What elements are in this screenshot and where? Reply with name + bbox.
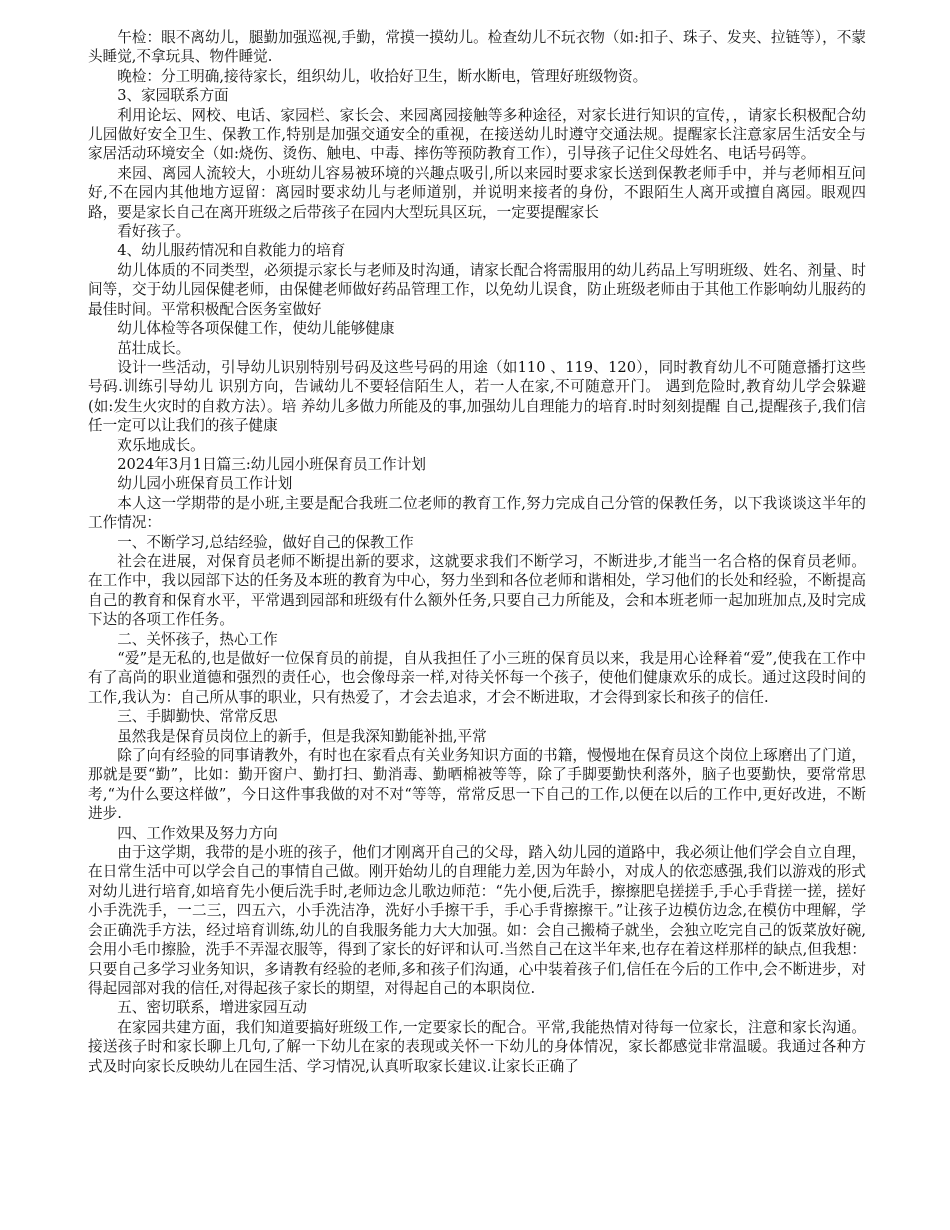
heading-diligence-reflection: 三、手脚勤快、常常反思: [117, 708, 278, 726]
paragraph-continuous-learning: 社会在进展，对保育员老师不断提出新的要求，这就要求我们不断学习，不断进步,才能当一名合格的保育员老师。在工作中，我以园部下达的任务及本班的教育为中心，努力坐到和各位老师和谐相处，学习他们的长处和经验，不断提高自己的教育和保育水平，平常遇到园部和班级有什么额外任务,只要自己力所能及，会和本班老师一起加班加点,及时完成下达的各项工作任务。: [88, 552, 866, 629]
heading-home-school-contact: 3、家园联系方面: [117, 87, 229, 105]
paragraph-grow-strong: 茁壮成长。: [117, 339, 191, 357]
heading-results-direction: 四、工作效果及努力方向: [117, 824, 278, 842]
paragraph-results-direction: 由于这学期，我带的是小班的孩子，他们才刚离开自己的父母，踏入幼儿园的道路中，我必须让他们学会自立自理，在日常生活中可以学会自己的事情自己做。刚开始幼儿的自理能力差,因为年龄小，对成人的依恋感强,我们以游戏的形式对幼儿进行培育,如培育先小便后洗手时,老师边念儿歌边师范：“先小便,后洗手，擦擦肥皂搓搓手,手心手背搓一搓，搓好小手洗洗手，一二三，四五六，小手洗洁净，洗好小手擦干手，手心手背擦擦干。”让孩子边模仿边念,在模仿中理解，学会正确洗手方法，经过培育训练,幼儿的自我服务能力大大加强。如：会自己搬椅子就坐，会独立吃完自己的饭菜放好碗,会用小毛巾擦脸，洗手不弄湿衣服等，得到了家长的好评和认可.当然自己在这半年来,也存在着这样那样的缺点,但我想：只要自己多学习业务知识，多请教有经验的老师,多和孩子们沟通，心中装着孩子们,信任在今后的工作中,会不断进步，对得起园部对我的信任,对得起孩子家长的期望，对得起自己的本职岗位.: [88, 844, 866, 997]
paragraph-home-school-interaction: 在家园共建方面，我们知道要搞好班级工作,一定要家长的配合。平常,我能热情对待每一位家长，注意和家长沟通。接送孩子时和家长聊上几句,了解一下幼儿在家的表现或关怀一下幼儿的身体情况，家长都感觉非常温暖。我通过各种方式及时向家长反映幼儿在园生活、学习情况,认真听取家长建议.让家长正确了: [88, 1018, 866, 1075]
paragraph-health-check: 幼儿体检等各项保健工作，使幼儿能够健康: [117, 320, 395, 338]
heading-home-school-interaction: 五、密切联系，增进家园互动: [117, 999, 307, 1017]
document-subtitle: 幼儿园小班保育员工作计划: [117, 475, 293, 493]
heading-continuous-learning: 一、不断学习,总结经验，做好自己的保教工作: [117, 533, 414, 551]
paragraph-emergency-numbers: 设计一些活动，引导幼儿识别特别号码及这些号码的用途（如110 、119、120），同时教育幼儿不可随意播打这些号码.训练引导幼儿 识别方向，告诫幼儿不要轻信陌生人，若一人在家,不可随意开门。 遇到危险时,教育幼儿学会躲避(如:发生火灾时的自救方法）。培 养幼儿多做力所能及的事,加强幼儿自理能力的培育.时时刻刻提醒 自己,提醒孩子,我们信任一定可以让我们的孩子健康: [88, 358, 866, 435]
heading-care-for-children: 二、关怀孩子，热心工作: [117, 630, 278, 648]
paragraph-noon-check: 午检：眼不离幼儿，腿勤加强巡视,手勤，常摸一摸幼儿。检查幼儿不玩衣物（如:扣子、珠子、发夹、拉链等），不蒙头睡觉,不拿玩具、物件睡觉.: [88, 29, 866, 66]
paragraph-home-school-methods: 利用论坛、网校、电话、家园栏、家长会、来园离园接触等多种途径，对家长进行知识的宣传，，请家长积极配合幼儿园做好安全卫生、保教工作,特别是加强交通安全的重视，在接送幼儿时遵守交通法规。提醒家长注意家居生活安全与家居活动环境安全（如:烧伤、烫伤、触电、中毒、摔伤等预防教育工作），引导孩子记住父母姓名、电话号码等。: [88, 106, 866, 163]
paragraph-grow-happily: 欢乐地成长。: [117, 436, 205, 454]
paragraph-medication: 幼儿体质的不同类型，必须提示家长与老师及时沟通，请家长配合将需服用的幼儿药品上写明班级、姓名、剂量、时间等，交于幼儿园保健老师，由保健老师做好药品管理工作，以免幼儿误食，防止班级老师由于其他工作影响幼儿服药的最佳时间。平常积极配合医务室做好: [88, 261, 866, 318]
section-title-part-three: 2024年3月1日篇三:幼儿园小班保育员工作计划: [117, 455, 426, 473]
paragraph-new-hand: 虽然我是保育员岗位上的新手，但是我深知勤能补拙,平常: [117, 727, 487, 745]
paragraph-intro: 本人这一学期带的是小班,主要是配合我班二位老师的教育工作,努力完成自己分管的保教任务，以下我谈谈这半年的工作情况：: [88, 494, 866, 532]
paragraph-arrival-departure: 来园、离园人流较大，小班幼儿容易被环境的兴趣点吸引,所以来园时要求家长送到保教老师手中，并与老师相互问好,不在园内其他地方逗留：离园时要求幼儿与老师道别，并说明来接者的身份，不跟陌生人离开或擅自离园。眼观四路，要是家长自己在离开班级之后带孩子在园内大型玩具区玩，一定要提醒家长: [88, 164, 866, 221]
paragraph-diligence: 除了向有经验的同事请教外，有时也在家看点有关业务知识方面的书籍，慢慢地在保育员这个岗位上琢磨出了门道，那就是要“勤”，比如：勤开窗户、勤打扫、勤消毒、勤晒棉被等等，除了手脚要勤快利落外，脑子也要勤快，要常常思考,“为什么要这样做”，今日这件事我做的对不对“等等，常常反思一下自己的工作,以便在以后的工作中,更好改进，不断进步.: [88, 747, 866, 823]
paragraph-watch-children: 看好孩子。: [117, 223, 191, 241]
paragraph-care-for-children: “爱”是无私的,也是做好一位保育员的前提，自从我担任了小三班的保育员以来，我是用心诠释着“爱”,使我在工作中有了高尚的职业道德和强烈的责任心，也会像母亲一样,对待关怀每一个孩子，使他们健康欢乐的成长。通过这段时间的工作,我认为：自己所从事的职业，只有热爱了，才会去追求，才会不断进取，才会得到家长和孩子的信任.: [88, 650, 866, 706]
paragraph-evening-check: 晚检：分工明确,接待家长，组织幼儿，收拾好卫生，断水断电，管理好班级物资。: [117, 67, 648, 85]
document-body: [88, 28, 866, 1076]
heading-medication-selfrescue: 4、幼儿服药情况和自救能力的培育: [117, 242, 346, 260]
